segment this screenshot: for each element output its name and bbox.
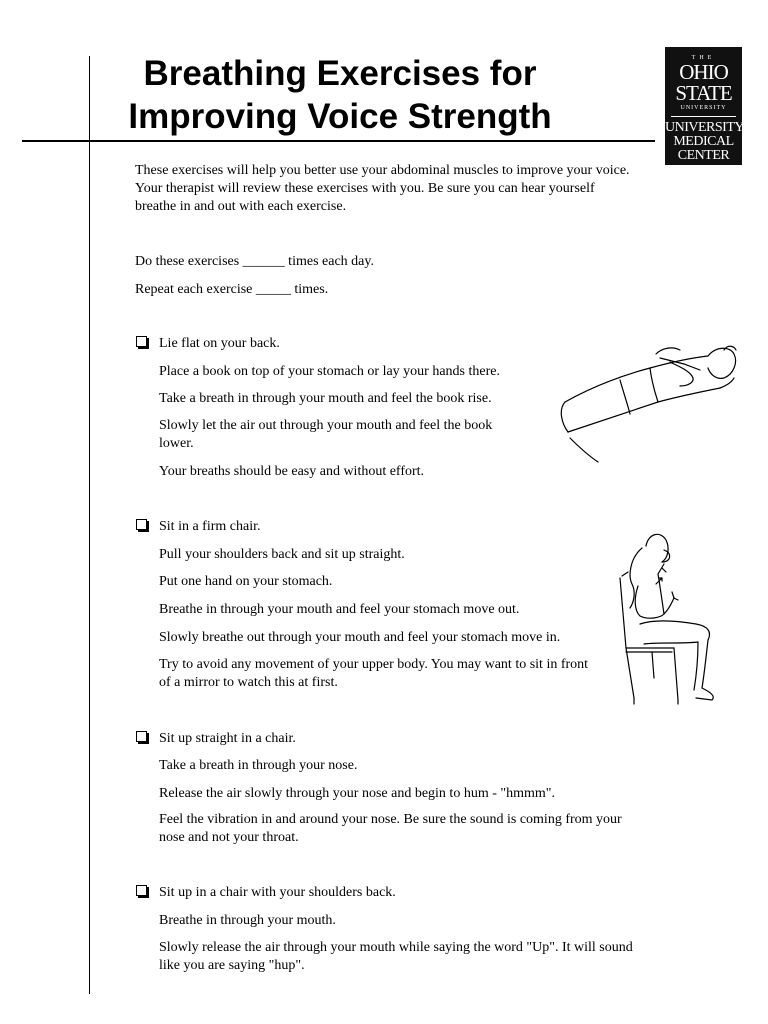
exercise-2-step-3: Breathe in through your mouth and feel your stomach move out. bbox=[159, 602, 520, 617]
exercise-3-step-2: Release the air slowly through your nose and begin to hum - "hmmm". bbox=[159, 786, 555, 801]
title-line-1: Breathing Exercises for bbox=[143, 54, 537, 93]
lying-person-illustration bbox=[560, 340, 740, 465]
exercise-3-heading: Sit up straight in a chair. bbox=[159, 731, 296, 746]
logo-university-small: UNIVERSITY bbox=[680, 105, 727, 111]
exercise-1-step-4: Your breaths should be easy and without effort. bbox=[159, 464, 425, 479]
logo-medical: MEDICAL bbox=[673, 134, 734, 149]
exercise-1-step-3: Slowly let the air out through your mouth and feel the book lower. bbox=[159, 418, 493, 451]
logo-center: CENTER bbox=[677, 148, 730, 163]
exercise-4-heading: Sit up in a chair with your shoulders back. bbox=[159, 885, 396, 900]
intro-paragraph: These exercises will help you better use your abdominal muscles to improve your voice. Your therapist will review these exercises with you. Be sure you can hear yourself breathe in and out with each exercise. bbox=[135, 163, 630, 214]
osu-medical-center-logo bbox=[665, 47, 742, 165]
exercise-3-step-1: Take a breath in through your nose. bbox=[159, 758, 358, 773]
exercise-1-step-2: Take a breath in through your mouth and feel the book rise. bbox=[159, 391, 492, 406]
exercise-4-step-2: Slowly release the air through your mouth while saying the word "Up". It will sound like you are saying "hup". bbox=[159, 940, 633, 973]
exercise-3-step-3: Feel the vibration in and around your nose. Be sure the sound is coming from your nose and not your throat. bbox=[159, 812, 622, 845]
title-line-2: Improving Voice Strength bbox=[128, 97, 552, 136]
logo-the: THE bbox=[691, 55, 716, 61]
exercise-1-heading: Lie flat on your back. bbox=[159, 336, 280, 351]
exercise-2-step-2: Put one hand on your stomach. bbox=[159, 574, 333, 589]
exercise-1-checkbox[interactable] bbox=[136, 336, 147, 347]
exercise-2-checkbox[interactable] bbox=[136, 519, 147, 530]
exercise-4-checkbox[interactable] bbox=[136, 885, 147, 896]
header-rule bbox=[22, 140, 655, 142]
exercise-2-step-4: Slowly breathe out through your mouth and feel your stomach move in. bbox=[159, 630, 561, 645]
page-title bbox=[100, 52, 580, 138]
seated-person-illustration bbox=[612, 528, 722, 706]
exercise-2-step-5: Try to avoid any movement of your upper body. You may want to sit in front of a mirror to watch this at first. bbox=[159, 657, 589, 690]
exercise-4-step-1: Breathe in through your mouth. bbox=[159, 913, 336, 928]
exercise-3-checkbox[interactable] bbox=[136, 731, 147, 742]
logo-ohio: OHIO bbox=[679, 60, 728, 84]
frequency-daily: Do these exercises ______ times each day. bbox=[135, 254, 374, 269]
exercise-1-step-1: Place a book on top of your stomach or lay your hands there. bbox=[159, 364, 500, 379]
exercise-2-step-1: Pull your shoulders back and sit up straight. bbox=[159, 547, 405, 562]
frequency-repeat: Repeat each exercise _____ times. bbox=[135, 282, 329, 297]
exercise-2-heading: Sit in a firm chair. bbox=[159, 519, 261, 534]
logo-divider bbox=[671, 116, 736, 117]
logo-state: STATE bbox=[675, 81, 732, 105]
logo-university: UNIVERSITY bbox=[665, 120, 744, 135]
margin-rule-vertical bbox=[89, 56, 90, 994]
